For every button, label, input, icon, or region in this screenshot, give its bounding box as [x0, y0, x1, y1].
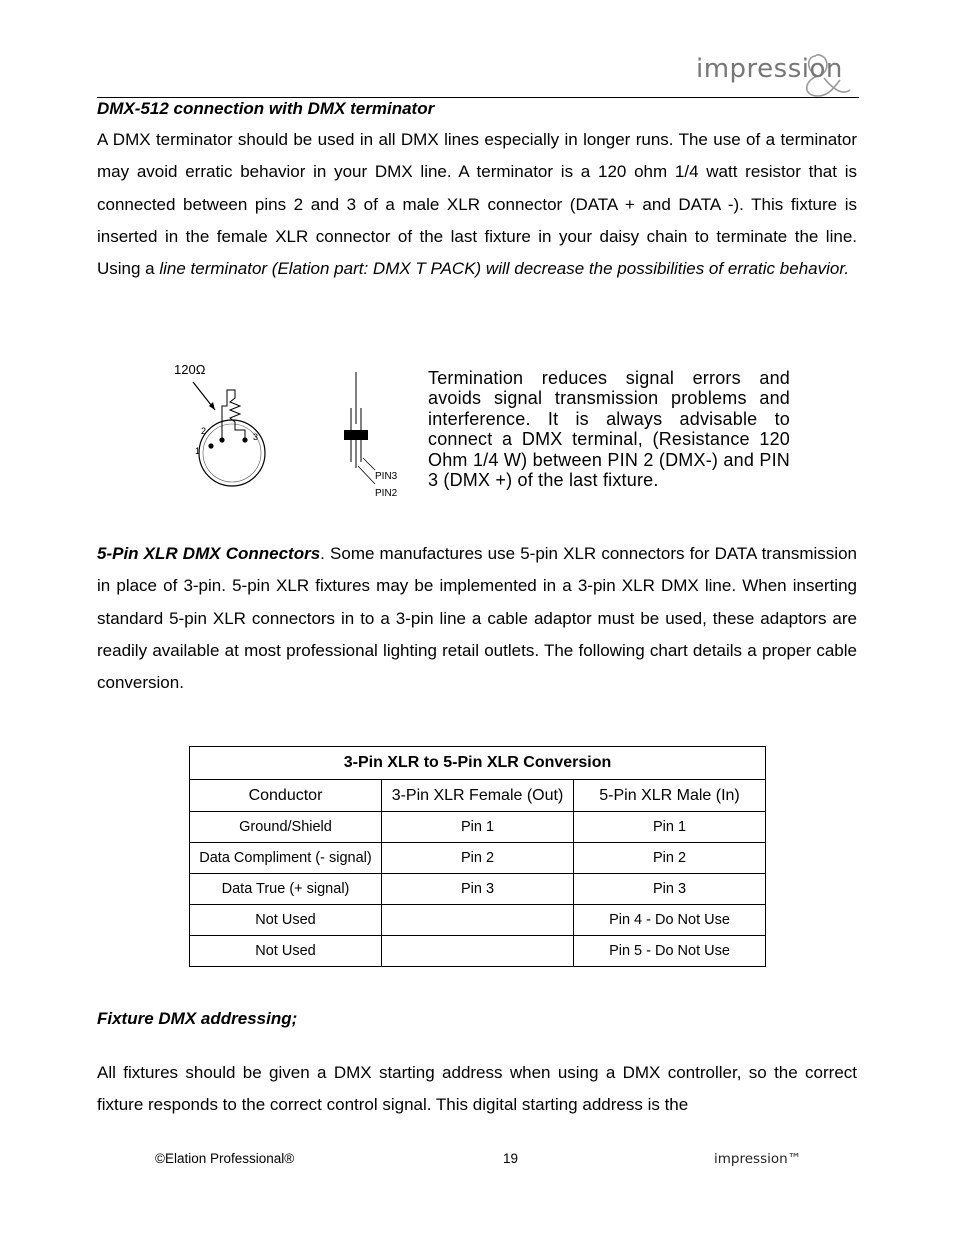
footer-brand: impression™	[714, 1151, 802, 1167]
table-header: Conductor	[190, 780, 382, 812]
pin-label-3: 3	[253, 432, 259, 442]
conversion-table	[189, 746, 766, 967]
footer-copyright: ©Elation Professional®	[155, 1151, 295, 1166]
paragraph-dmx-addressing: All fixtures should be given a DMX starting address when using a DMX controller, so the correct fixture responds to the correct control signal. This digital starting address is the	[97, 1063, 857, 1115]
paragraph-5pin-connectors	[97, 538, 857, 699]
paragraph-text: . Some manufactures use 5-pin XLR connectors for DATA transmission in place of 3-pin. 5-pin XLR fixtures may be implemented in a 3-pin XLR DMX line. When inserting standard 5-pin XLR connectors in to a 3-pin line a cable adaptor must be used, these adaptors are readily available at most professional lighting retail outlets. The following chart details a proper cable conversion.	[97, 544, 857, 693]
table-title: 3-Pin XLR to 5-Pin XLR Conversion	[190, 747, 766, 780]
table-cell: Pin 2	[382, 843, 574, 874]
table-header: 3-Pin XLR Female (Out)	[382, 780, 574, 812]
table-cell: Not Used	[190, 936, 382, 967]
paragraph-italic-text: line terminator (Elation part: DMX T PACK) will decrease the possibilities of erratic behavior.	[159, 259, 850, 279]
logo-wordmark: impression	[696, 54, 843, 84]
plug-band	[344, 430, 368, 440]
table-cell: Pin 1	[574, 812, 766, 843]
plug-label-pin3: PIN3	[375, 471, 398, 482]
inline-heading-5pin: 5-Pin XLR DMX Connectors	[97, 544, 321, 563]
table-cell: Pin 4 - Do Not Use	[574, 905, 766, 936]
plug-pin3-leader	[363, 458, 375, 470]
footer-page-number: 19	[503, 1151, 519, 1166]
table-row	[190, 874, 766, 905]
plug-pin2-leader	[358, 466, 375, 484]
section-heading-dmx-terminator: DMX-512 connection with DMX terminator	[97, 99, 435, 118]
xlr-connector-outline	[199, 420, 265, 486]
table-cell: Pin 3	[382, 874, 574, 905]
xlr-terminator-diagram	[165, 358, 410, 503]
table-header-row	[190, 780, 766, 812]
pin-label-1: 1	[195, 446, 201, 456]
table-row	[190, 812, 766, 843]
table-cell: Ground/Shield	[190, 812, 382, 843]
plug-label-pin2: PIN2	[375, 488, 398, 499]
table-cell: Pin 5 - Do Not Use	[574, 936, 766, 967]
header-rule	[97, 97, 859, 98]
table-row	[190, 843, 766, 874]
section-heading-dmx-addressing: Fixture DMX addressing;	[97, 1009, 298, 1028]
table-cell: Pin 2	[574, 843, 766, 874]
table-cell: Data Compliment (- signal)	[190, 843, 382, 874]
resistor-wiring	[222, 390, 245, 440]
table-cell: Pin 1	[382, 812, 574, 843]
table-cell: Data True (+ signal)	[190, 874, 382, 905]
termination-note: Termination reduces signal errors and avoids signal transmission problems and interference. It is always advisable to connect a DMX terminal, (Resistance 120 Ohm 1/4 W) between PIN 2 (DMX-) and PIN 3 (DMX +) of the last fixture.	[428, 368, 790, 491]
table-header: 5-Pin XLR Male (In)	[574, 780, 766, 812]
table-cell	[382, 905, 574, 936]
table-cell: Pin 3	[574, 874, 766, 905]
table-row	[190, 936, 766, 967]
table-cell	[382, 936, 574, 967]
table-row	[190, 905, 766, 936]
paragraph-dmx-terminator	[97, 124, 857, 285]
table-cell: Not Used	[190, 905, 382, 936]
brand-logo	[696, 50, 861, 100]
resistor-label: 120Ω	[174, 362, 206, 377]
pin-label-2: 2	[201, 426, 207, 436]
paragraph-text: A DMX terminator should be used in all DMX lines especially in longer runs. The use of a terminator may avoid erratic behavior in your DMX line. A terminator is a 120 ohm 1/4 watt resistor that is connected between pins 2 and 3 of a male XLR connector (DATA + and DATA -). This fixture is inserted in the female XLR connector of the last fixture in your daisy chain to terminate the line. Using a	[97, 130, 857, 279]
xlr-pin-1	[208, 443, 213, 448]
